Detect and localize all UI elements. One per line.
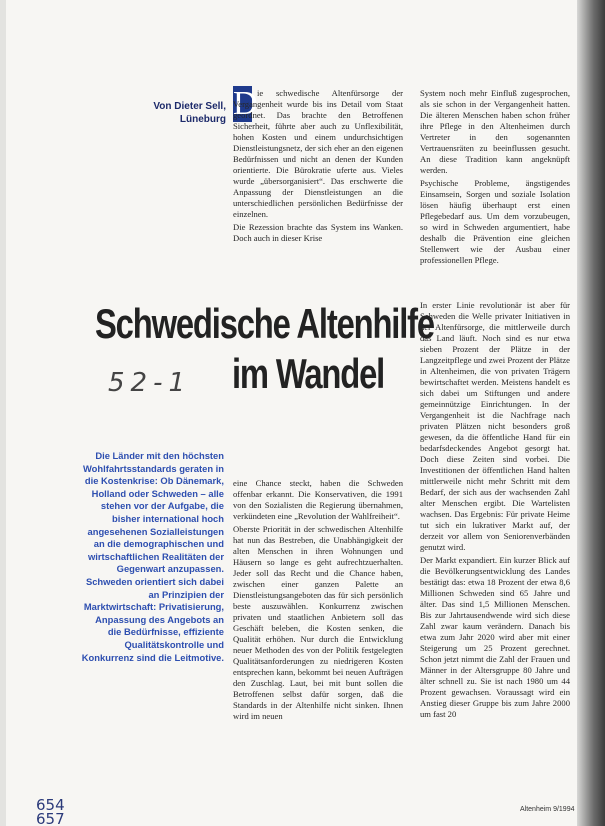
paragraph: Oberste Priorität in der schwedischen Altenhilfe hat nun das Bestreben, die Unabhängigkeit der alten Menschen in ihren Wohnungen und Häusern so lange es geht aufrechtzuerhalten. Jeder soll das Recht und die Chance haben, zwischen einer ganzen Palette an Dienstleistungsangeboten das für sich persönlich beste auszuwählen. Konkurrenz zwischen privaten und staatlichen Anbietern soll das Geschäft beleben, die Kosten senken, die Qualität erhöhen. Nur durch die Entwicklung neuer Methoden des von der Politik festgelegten Qualitätsanforderungen zu niedrigeren Kosten entsprechen kann, bekommt bei neuen Aufträgen den Zuschlag. Laut, bei mit bunt sollen die Betroffenen selbst dafür sorgen, daß die Standards in der Altenhilfe nicht sinken. Ihnen wird im neuen	[233, 524, 403, 721]
headline-line-1: Schwedische Altenhilfe	[95, 300, 434, 347]
handwritten-page-number	[36, 798, 65, 826]
paragraph: Der Markt expandiert. Ein kurzer Blick auf die Bevölkerungsentwicklung des Landes bestätigt das: etwa 18 Prozent der etwa 8,6 Millionen Schweden sind 65 Jahre und älter. Das sind 1,5 Millionen Menschen. Bis zur Jahrtausendwende wird sich diese Zahl zwar kaum verändern. Danach bis etwa zum Jahr 2020 wird aber mit einer Steigerung um 25 Prozent gerechnet. Schon jetzt nimmt die Zahl der Frauen und Männer in der Altersgruppe 80 Jahre und älter schnell zu. Sie ist nach 1980 um 44 Prozent gewachsen. Voraussagt wird ein Anstieg dieser Gruppe bis zum Jahre 2000 um fast 20	[420, 555, 570, 719]
column-1-top	[233, 85, 403, 246]
paragraph: ie schwedische Altenfürsorge der Vergangenheit wurde bis ins Detail vom Staat geordnet. Das brachte den Betroffenen Sicherheit, führte aber auch zu Unflexibilität, hohen Kosten und einem undurchsichtigen Dienstleistungsnetz, der sich eher an den eigenen Bedürfnissen und nicht an denen der Kunden orientierte. Die Bürokratie uferte aus. Vieles wurde „übersorganisiert“. Das erschwerte die Anpassung der Dienstleistungen an die unterschiedlichen persönlichen Bedürfnisse der einzelnen.	[233, 88, 403, 219]
drop-cap: D	[233, 85, 258, 122]
paragraph: Die Rezession brachte das System ins Wanken. Doch auch in dieser Krise	[233, 222, 403, 243]
byline	[132, 100, 226, 126]
paragraph: eine Chance steckt, haben die Schweden offenbar erkannt. Die Konservativen, die 1991 von den Sozialisten die Regierung übernahmen, verkündeten eine „Revolution der Wahlfreiheit“.	[233, 478, 403, 521]
byline-author: Von Dieter Sell,	[153, 101, 226, 112]
lead-paragraph: Die Länder mit den höchsten Wohlfahrtsstandards geraten in die Kostenkrise: Ob Dänemark, Holland oder Schweden – alle stehen vor der Aufgabe, die bisher international hoch angesehenen Sozialleistungen an die demographischen und wirtschaftlichen Realitäten der Gegenwart anzupassen. Schweden orientiert sich dabei an Prinzipien der Marktwirtschaft: Privatisierung, Anpassung des Angebots an die Bedürfnisse, effiziente Qualitätskontrolle und Konkurrenz sind die Leitmotive.	[81, 450, 224, 663]
column-2-top	[420, 88, 570, 268]
page-number-line-2: 657	[36, 810, 65, 826]
footer-source: Altenheim 9/1994	[520, 806, 575, 813]
handwritten-note: 52-1	[108, 368, 192, 398]
column-1-bottom	[233, 478, 403, 724]
paragraph: System noch mehr Einfluß zugesprochen, als sie schon in der Vergangenheit hatten. Die älteren Menschen haben schon früher ihre Pflege in den Altenheimen durch Vertreter in den sogenannten Vertrauensräten zu beeinflussen gesucht. An diese Tradition kann angeknüpft werden.	[420, 88, 570, 175]
byline-place: Lüneburg	[179, 114, 226, 125]
column-2-bottom	[420, 300, 570, 722]
headline-line-2: im Wandel	[232, 350, 385, 397]
scan-binding-shadow	[577, 0, 605, 826]
paragraph: Psychische Probleme, ängstigendes Einsamsein, Sorgen und soziale Isolation lösen häufig überhaupt erst einen Pflegebedarf aus. Um dem vorzubeugen, so wird in Schweden argumentiert, habe deshalb die Prävention eine gleichen Stellenwert wie der Ausbau einer professionellen Pflege.	[420, 178, 570, 265]
scan-left-margin	[0, 0, 6, 826]
page-number-line-1: 654	[36, 796, 65, 814]
paragraph: In erster Linie revolutionär ist aber für Schweden die Welle privater Initiativen in der Altenfürsorge, die mittlerweile durch das Land läuft. Noch sind es nur etwa sieben Prozent der Plätze in der Langzeitpflege und zwei Prozent der Plätze in Altenheimen, die von privaten Trägern bewirtschaftet werden. Meistens handelt es sich dabei um Stiftungen und andere gemeinnützige Einrichtungen. In der Vergangenheit ist die Nachfrage nach privaten Plätzen nicht besonders groß gewesen, da die öffentliche Hand für ein bedarfsdeckendes Angebot gesorgt hat. Doch diese Zeiten sind vorbei. Die Investitionen der öffentlichen Hand halten mittlerweile nicht mehr Schritt mit dem Bedarf, der sich aus der wachsenden Zahl alter Menschen ergibt. Die Wartelisten wachsen. Das Ergebnis: Für private Heime tut sich ein lukrativer Markt auf, der derzeit vor allem von Seniorenverbänden genutzt wird.	[420, 300, 570, 552]
